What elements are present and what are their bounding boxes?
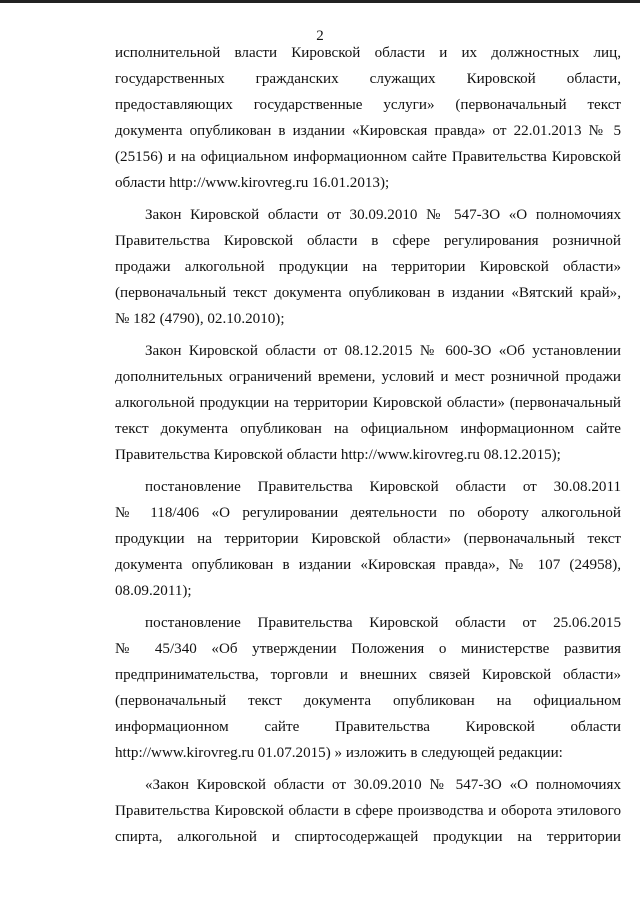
paragraph [115,41,621,196]
text-line: № 182 (4790), 02.10.2010); [115,310,285,327]
text-line: № 118/406 «О регулировании деятельности по обороту алкогольной [115,505,621,522]
text-line: (первоначальный текст документа опубликован в издании «Вятский край», [115,284,621,301]
text-line: 08.09.2011); [115,582,192,599]
text-line: http://www.kirovreg.ru 01.07.2015) » изложить в следующей редакции: [115,744,563,761]
text-line: постановление Правительства Кировской области от 30.08.2011 [145,479,621,496]
paragraph-gap [115,469,621,476]
text-line: предпринимательства, торговли и внешних связей Кировской области» [115,667,621,684]
paragraph-gap [115,196,621,203]
paragraph [115,773,621,851]
text-line: предоставляющих государственные услуги» (первоначальный текст [115,96,621,113]
paragraph [115,611,621,766]
text-line: документа опубликован в издании «Кировская правда» от 22.01.2013 № 5 [115,122,621,139]
text-line: Правительства Кировской области в сфере регулирования розничной [115,232,621,249]
text-line: Закон Кировской области от 30.09.2010 № 547-ЗО «О полномочиях [145,207,621,224]
text-line: продукции на территории Кировской области» (первоначальный текст [115,531,621,548]
paragraph-gap [115,605,621,612]
paragraph [115,475,621,605]
text-line: алкогольной продукции на территории Кировской области» (первоначальный [115,394,621,411]
text-line: дополнительных ограничений времени, условий и мест розничной продажи [115,369,621,386]
document-body [115,41,621,851]
paragraph-gap [115,767,621,774]
text-line: Правительства Кировской области http://www.kirovreg.ru 08.12.2015); [115,446,561,463]
text-line: области http://www.kirovreg.ru 16.01.2013); [115,174,390,191]
text-line: государственных гражданских служащих Кировской области, [115,70,621,87]
text-line: (25156) и на официальном информационном сайте Правительства Кировской [115,148,621,165]
text-line: постановление Правительства Кировской области от 25.06.2015 [145,615,621,632]
page-number: 2 [316,28,324,44]
text-line: «Закон Кировской области от 30.09.2010 № 547-ЗО «О полномочиях [145,777,621,794]
text-line: № 45/340 «Об утверждении Положения о министерстве развития [115,641,621,658]
text-line: (первоначальный текст документа опубликован на официальном [115,693,621,710]
paragraph [115,203,621,333]
text-line: текст документа опубликован на официальном информационном сайте [115,420,621,437]
text-line: продажи алкогольной продукции на территории Кировской области» [115,258,621,275]
text-line: Правительства Кировской области в сфере производства и оборота этилового [115,803,621,820]
text-line: исполнительной власти Кировской области и их должностных лиц, [115,45,621,61]
text-line: Закон Кировской области от 08.12.2015 № 600-ЗО «Об установлении [145,343,621,360]
text-line: информационном сайте Правительства Кировской области [115,719,621,736]
text-line: документа опубликован в издании «Кировская правда», № 107 (24958), [115,557,621,573]
paragraph-gap [115,333,621,340]
page-top-edge [0,0,640,3]
text-line: спирта, алкогольной и спиртосодержащей продукции на территории [115,829,621,846]
paragraph [115,339,621,469]
